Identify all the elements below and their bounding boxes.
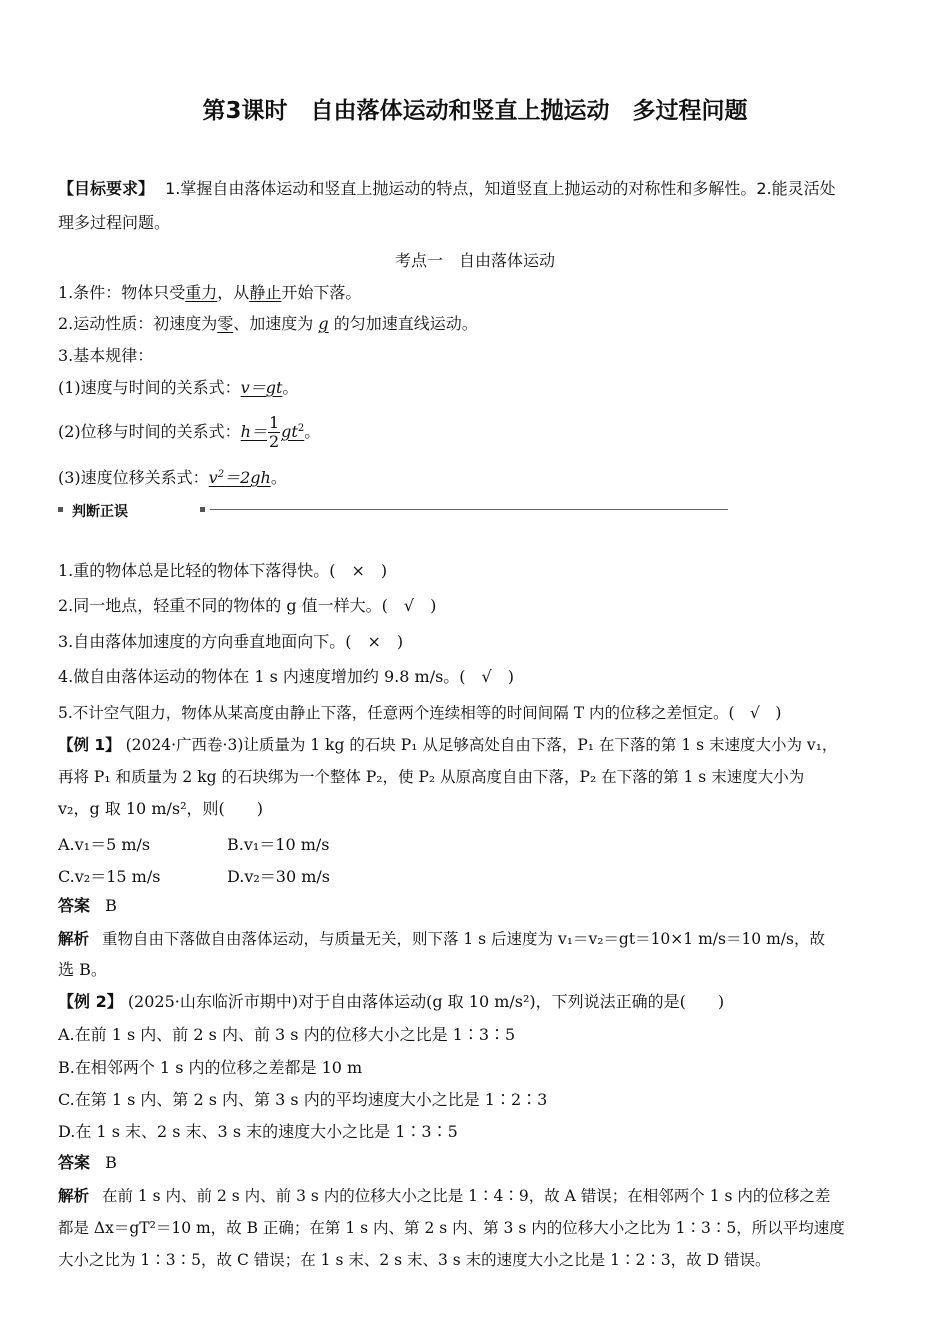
example-2-option-a: A.在前 1 s 内、前 2 s 内、前 3 s 内的位移大小之比是 1∶3∶5 [58,1025,516,1044]
nature-blank-zero: 零 [217,314,234,333]
square-bullet-icon [200,507,205,512]
rule-3-rest: ＝2gh [224,468,271,487]
rule-2-line [58,412,320,452]
rule-3-line [58,468,287,488]
divider-line [210,509,728,510]
section-heading: 考点一 自由落体运动 [394,251,555,270]
example-1-option-c: C.v₂＝15 m/s [58,867,161,886]
rule-3-exponent: 2 [217,469,225,480]
analysis-text: 在前 1 s 内、前 2 s 内、前 3 s 内的位移大小之比是 1∶4∶9，故 A 错误；在相邻两个 1 s 内的位移之差 [101,1187,831,1205]
answer-value: B [105,896,117,915]
square-bullet-icon [58,507,63,512]
rule-3-formula [209,468,271,487]
example-2-option-b: B.在相邻两个 1 s 内的位移之差都是 10 m [58,1058,363,1077]
judge-item-1: 1.重的物体总是比轻的物体下落得快。( × ) [58,561,388,580]
analysis-label: 解析 [58,930,90,948]
nature-blank-g: g [318,314,329,333]
nature-mid: 、加速度为 [233,314,314,333]
nature-line [58,314,478,334]
judge-section-bar [58,502,728,518]
analysis-text: 重物自由下落做自由落体运动，与质量无关，则下落 1 s 后速度为 v₁＝v₂＝gt＝10×1 m/s＝10 m/s，故 [101,930,825,948]
example-2-stem: (2025·山东临沂市期中)对于自由落体运动(g 取 10 m/s²)，下列说法正确的是( ) [127,992,725,1011]
rule-3-v: v [208,468,218,487]
rule-2-prefix: (2)位移与时间的关系式： [58,422,241,441]
judge-item-4: 4.做自由落体运动的物体在 1 s 内速度增加约 9.8 m/s。( √ ) [58,667,514,686]
example-2-line-1 [58,992,724,1012]
condition-blank-gravity: 重力 [185,283,218,302]
nature-suffix: 的匀加速直线运动。 [333,314,478,333]
example-1-label: 【例 1】 [58,736,121,754]
fraction-one-half [268,414,280,451]
rule-1-formula: v＝gt [240,378,283,397]
example-2-option-c: C.在第 1 s 内、第 2 s 内、第 3 s 内的平均速度大小之比是 1∶2∶3 [58,1090,548,1109]
rule-1-line [58,378,298,398]
judge-item-3: 3.自由落体加速度的方向垂直地面向下。( × ) [58,632,404,651]
example-1-analysis-1 [58,929,825,949]
example-1-stem-3: v₂，g 取 10 m/s²，则( ) [58,799,263,818]
example-1-option-d: D.v₂＝30 m/s [227,867,331,886]
example-1-option-a: A.v₁＝5 m/s [58,835,151,854]
condition-blank-rest: 静止 [249,283,282,302]
judge-item-2: 2.同一地点，轻重不同的物体的 g 值一样大。( √ ) [58,596,437,615]
judge-label: 判断正误 [72,504,128,520]
goal-label: 【目标要求】 [58,179,155,198]
page-title: 第3课时 自由落体运动和竖直上抛运动 多过程问题 [202,98,748,124]
rule-3-prefix: (3)速度位移关系式： [58,468,209,487]
example-2-option-d: D.在 1 s 末、2 s 末、3 s 末的速度大小之比是 1∶3∶5 [58,1122,458,1141]
analysis-label: 解析 [58,1187,90,1205]
example-2-label: 【例 2】 [58,992,123,1011]
example-1-answer [58,896,117,916]
condition-mid: ，从 [217,283,250,302]
example-1-option-b: B.v₁＝10 m/s [227,835,330,854]
answer-label: 答案 [58,1153,91,1172]
condition-line [58,283,361,303]
example-1-stem-2: 再将 P₁ 和质量为 2 kg 的石块绑为一个整体 P₂，使 P₂ 从原高度自由下落，P₂ 在下落的第 1 s 末速度大小为 [58,768,805,786]
example-1-stem-1: (2024·广西卷·3)让质量为 1 kg 的石块 P₁ 从足够高处自由下落，P₁ 在下落的第 1 s 末速度大小为 v₁， [125,736,838,754]
goal-text-1: 1.掌握自由落体运动和竖直上抛运动的特点，知道竖直上抛运动的对称性和多解性。2.能灵活处 [165,179,836,198]
goal-text-2: 理多过程问题。 [58,213,171,232]
answer-value: B [105,1153,117,1172]
rule-1-end: 。 [282,378,299,397]
condition-suffix: 开始下落。 [281,283,362,302]
nature-prefix: 2.运动性质：初速度为 [58,314,218,333]
fraction-denominator: 2 [268,432,280,451]
example-1-analysis-2: 选 B。 [58,960,107,979]
rule-1-prefix: (1)速度与时间的关系式： [58,378,241,397]
example-2-answer [58,1153,117,1173]
rule-2-gt: gt [281,422,298,441]
rules-heading: 3.基本规律： [58,346,154,365]
rule-2-exponent: 2 [297,423,305,434]
rule-2-h: h＝ [240,422,267,441]
example-2-analysis-3: 大小之比为 1∶3∶5，故 C 错误；在 1 s 末、2 s 末、3 s 末的速度大小之比是 1∶2∶3，故 D 错误。 [58,1251,771,1269]
rule-2-end: 。 [304,422,321,441]
goal-line-1 [58,179,836,199]
condition-prefix: 1.条件：物体只受 [58,283,186,302]
example-1-line-1 [58,735,837,755]
example-2-analysis-1 [58,1186,830,1206]
judge-item-5: 5.不计空气阻力，物体从某高度由静止下落，任意两个连续相等的时间间隔 T 内的位移之差恒定。( √ ) [58,704,782,722]
rule-3-end: 。 [270,468,287,487]
example-2-analysis-2: 都是 Δx＝gT²＝10 m，故 B 正确；在第 1 s 内、第 2 s 内、第 3 s 内的位移大小之比为 1∶3∶5，所以平均速度 [58,1219,845,1237]
rule-2-formula [240,413,305,451]
answer-label: 答案 [58,896,91,915]
fraction-numerator: 1 [268,413,280,432]
